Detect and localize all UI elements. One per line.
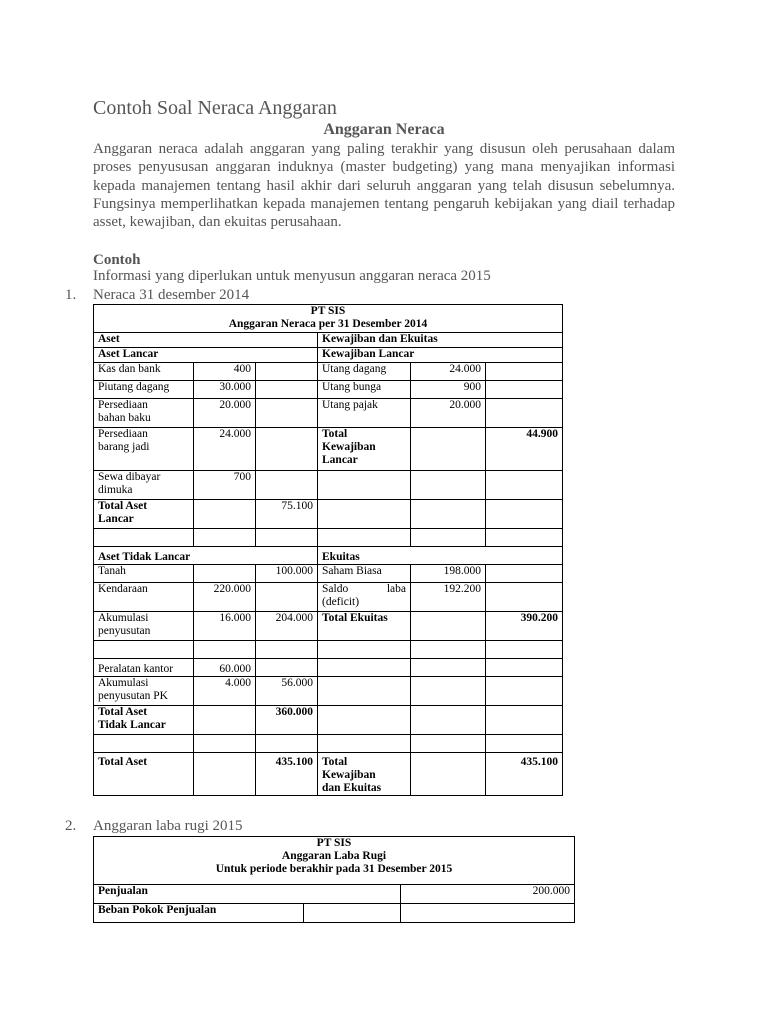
cell-value: 4.000: [194, 677, 256, 706]
cell-label: Kas dan bank: [94, 363, 194, 381]
cell-empty: [411, 471, 486, 500]
cell-empty: [94, 641, 194, 659]
cell-empty: [256, 583, 318, 612]
label-line: Kewajiban: [322, 441, 376, 453]
contoh-heading: Contoh: [93, 252, 141, 268]
list-text: Neraca 31 desember 2014: [93, 287, 250, 303]
table-row: [94, 612, 563, 641]
table-row: [94, 399, 563, 428]
cell-empty: [486, 500, 563, 529]
cell-empty: [486, 565, 563, 583]
company-name: PT SIS: [316, 837, 352, 849]
cell-empty: [411, 529, 486, 547]
cell-label: Peralatan kantor: [94, 659, 194, 677]
table-row: [94, 529, 563, 547]
label-line: dimuka: [98, 484, 133, 496]
cell-value: 192.200: [411, 583, 486, 612]
label-line: Akumulasi: [98, 612, 149, 624]
cell-empty: [486, 583, 563, 612]
cell-value: 198.000: [411, 565, 486, 583]
cell-empty: [318, 529, 411, 547]
label-line: Persediaan: [98, 399, 148, 411]
neraca-header: [94, 305, 563, 333]
table-row: [94, 428, 563, 471]
laba-rugi-heading: Anggaran Laba Rugi: [281, 850, 387, 862]
cell-empty: [401, 904, 575, 923]
info-line: Informasi yang diperlukan untuk menyusun anggaran neraca 2015: [93, 268, 491, 284]
table-row: [94, 583, 563, 612]
cell-empty: [304, 904, 401, 923]
document-subtitle: Anggaran Neraca: [323, 121, 445, 138]
ekuitas-header: Ekuitas: [318, 547, 563, 565]
cell-empty: [256, 381, 318, 399]
intro-paragraph: Anggaran neraca adalah anggaran yang paling terakhir yang disusun oleh perusahaan dalam proses penyususan anggaran induknya (master budgeting) yang mana menyajikan informasi kepada manajemen tentang hasil akhir dari seluruh anggaran yang telah disusun sebelumnya. Fungsinya memperlihatkan kepada manajemen tentang pengaruh kebijakan yang diail terhadap asset, kewajiban, dan ekuitas perusahaan.: [93, 141, 675, 231]
table-row: [94, 735, 563, 753]
label-line: Total Aset: [98, 500, 148, 512]
table-row: [94, 500, 563, 529]
cell-label: Utang pajak: [318, 399, 411, 428]
cell-empty: [194, 706, 256, 735]
cell-value: 16.000: [194, 612, 256, 641]
cell-empty: [256, 641, 318, 659]
cell-empty: [318, 706, 411, 735]
cell-empty: [486, 677, 563, 706]
cell-empty: [318, 641, 411, 659]
cell-empty: [194, 529, 256, 547]
cell-empty: [486, 381, 563, 399]
label-line: Sewa dibayar: [98, 471, 161, 483]
table-row: [94, 565, 563, 583]
cell-value: 900: [411, 381, 486, 399]
cell-value: 435.100: [256, 753, 318, 796]
cell-empty: [486, 641, 563, 659]
laba-rugi-period: Untuk periode berakhir pada 31 Desember 2015: [215, 863, 453, 875]
list-number: 2.: [65, 818, 77, 834]
cell-empty: [194, 753, 256, 796]
cell-empty: [194, 565, 256, 583]
cell-value: 100.000: [256, 565, 318, 583]
cell-value: 200.000: [401, 885, 575, 904]
cell-value: 390.200: [486, 612, 563, 641]
cell-empty: [486, 399, 563, 428]
cell-empty: [194, 500, 256, 529]
cell-empty: [318, 677, 411, 706]
cell-value: 360.000: [256, 706, 318, 735]
table-row: [94, 471, 563, 500]
cell-value: 24.000: [411, 363, 486, 381]
laba-rugi-table: [93, 836, 575, 923]
label-line: Kewajiban: [322, 769, 376, 781]
laba-rugi-header: [94, 837, 575, 885]
cell-label: [318, 753, 411, 796]
cell-empty: [411, 735, 486, 753]
neraca-table: [93, 304, 563, 796]
cell-label: [94, 399, 194, 428]
table-row: [94, 706, 563, 735]
table-row: [94, 381, 563, 399]
label-line: penyusutan PK: [98, 690, 168, 702]
cell-empty: [411, 706, 486, 735]
cell-empty: [256, 735, 318, 753]
cell-empty: [411, 641, 486, 659]
aset-header: Aset: [94, 333, 318, 348]
cell-label: [94, 428, 194, 471]
label-line: Lancar: [322, 454, 358, 466]
cell-empty: [411, 612, 486, 641]
cell-label: Piutang dagang: [94, 381, 194, 399]
cell-empty: [411, 500, 486, 529]
cell-label: Total Ekuitas: [318, 612, 411, 641]
label-line: Tidak Lancar: [98, 719, 166, 731]
table-row: [94, 333, 563, 348]
cell-value: 20.000: [411, 399, 486, 428]
cell-label: Beban Pokok Penjualan: [94, 904, 304, 923]
cell-label: Total Aset: [94, 753, 194, 796]
cell-empty: [256, 428, 318, 471]
cell-label: Tanah: [94, 565, 194, 583]
cell-empty: [411, 677, 486, 706]
cell-empty: [194, 735, 256, 753]
cell-empty: [411, 428, 486, 471]
cell-value: 24.000: [194, 428, 256, 471]
cell-empty: [256, 399, 318, 428]
company-name: PT SIS: [310, 305, 346, 317]
cell-empty: [256, 659, 318, 677]
table-row: [94, 904, 575, 923]
cell-value: 20.000: [194, 399, 256, 428]
label-line: bahan baku: [98, 412, 151, 424]
cell-empty: [318, 659, 411, 677]
cell-empty: [486, 735, 563, 753]
cell-value: 400: [194, 363, 256, 381]
cell-empty: [486, 471, 563, 500]
cell-empty: [94, 735, 194, 753]
cell-value: 75.100: [256, 500, 318, 529]
table-row: [94, 348, 563, 363]
kewajiban-ekuitas-header: Kewajiban dan Ekuitas: [318, 333, 563, 348]
cell-empty: [256, 529, 318, 547]
table-row: [94, 641, 563, 659]
cell-empty: [411, 659, 486, 677]
table-row: [94, 659, 563, 677]
label-line: Saldo laba: [322, 583, 406, 595]
cell-label: [318, 583, 411, 612]
cell-empty: [318, 735, 411, 753]
label-line: (deficit): [322, 596, 360, 608]
label-line: Lancar: [98, 513, 134, 525]
cell-label: [94, 677, 194, 706]
cell-empty: [486, 363, 563, 381]
cell-label: [94, 612, 194, 641]
cell-value: 60.000: [194, 659, 256, 677]
label-line: dan Ekuitas: [322, 782, 382, 794]
cell-label: [94, 471, 194, 500]
cell-empty: [486, 706, 563, 735]
cell-label: [318, 428, 411, 471]
cell-empty: [486, 659, 563, 677]
table-row: [94, 363, 563, 381]
cell-empty: [194, 641, 256, 659]
cell-label: [94, 706, 194, 735]
cell-label: Utang bunga: [318, 381, 411, 399]
neraca-heading: Anggaran Neraca per 31 Desember 2014: [228, 318, 428, 330]
label-line: barang jadi: [98, 441, 150, 453]
label-line: penyusutan: [98, 625, 151, 637]
list-text: Anggaran laba rugi 2015: [93, 818, 243, 834]
document-title: Contoh Soal Neraca Anggaran: [93, 97, 337, 119]
label-line: Total: [322, 428, 348, 440]
aset-lancar-header: Aset Lancar: [94, 348, 318, 363]
cell-empty: [411, 753, 486, 796]
cell-empty: [256, 363, 318, 381]
label-line: Persediaan: [98, 428, 148, 440]
cell-empty: [94, 529, 194, 547]
cell-value: 700: [194, 471, 256, 500]
cell-empty: [318, 500, 411, 529]
cell-label: Saham Biasa: [318, 565, 411, 583]
cell-label: Kendaraan: [94, 583, 194, 612]
aset-tidak-lancar-header: Aset Tidak Lancar: [94, 547, 318, 565]
kewajiban-lancar-header: Kewajiban Lancar: [318, 348, 563, 363]
cell-empty: [318, 471, 411, 500]
cell-label: Penjualan: [94, 885, 401, 904]
label-line: Akumulasi: [98, 677, 149, 689]
cell-empty: [486, 529, 563, 547]
label-line: Total Aset: [98, 706, 148, 718]
table-row: [94, 885, 575, 904]
cell-empty: [256, 471, 318, 500]
cell-value: 435.100: [486, 753, 563, 796]
label-line: Total: [322, 756, 348, 768]
cell-label: Utang dagang: [318, 363, 411, 381]
cell-value: 44.900: [486, 428, 563, 471]
cell-value: 204.000: [256, 612, 318, 641]
cell-label: [94, 500, 194, 529]
cell-value: 220.000: [194, 583, 256, 612]
table-row: [94, 753, 563, 796]
table-row: [94, 677, 563, 706]
table-row: [94, 547, 563, 565]
cell-value: 56.000: [256, 677, 318, 706]
cell-value: 30.000: [194, 381, 256, 399]
list-number: 1.: [65, 287, 77, 303]
